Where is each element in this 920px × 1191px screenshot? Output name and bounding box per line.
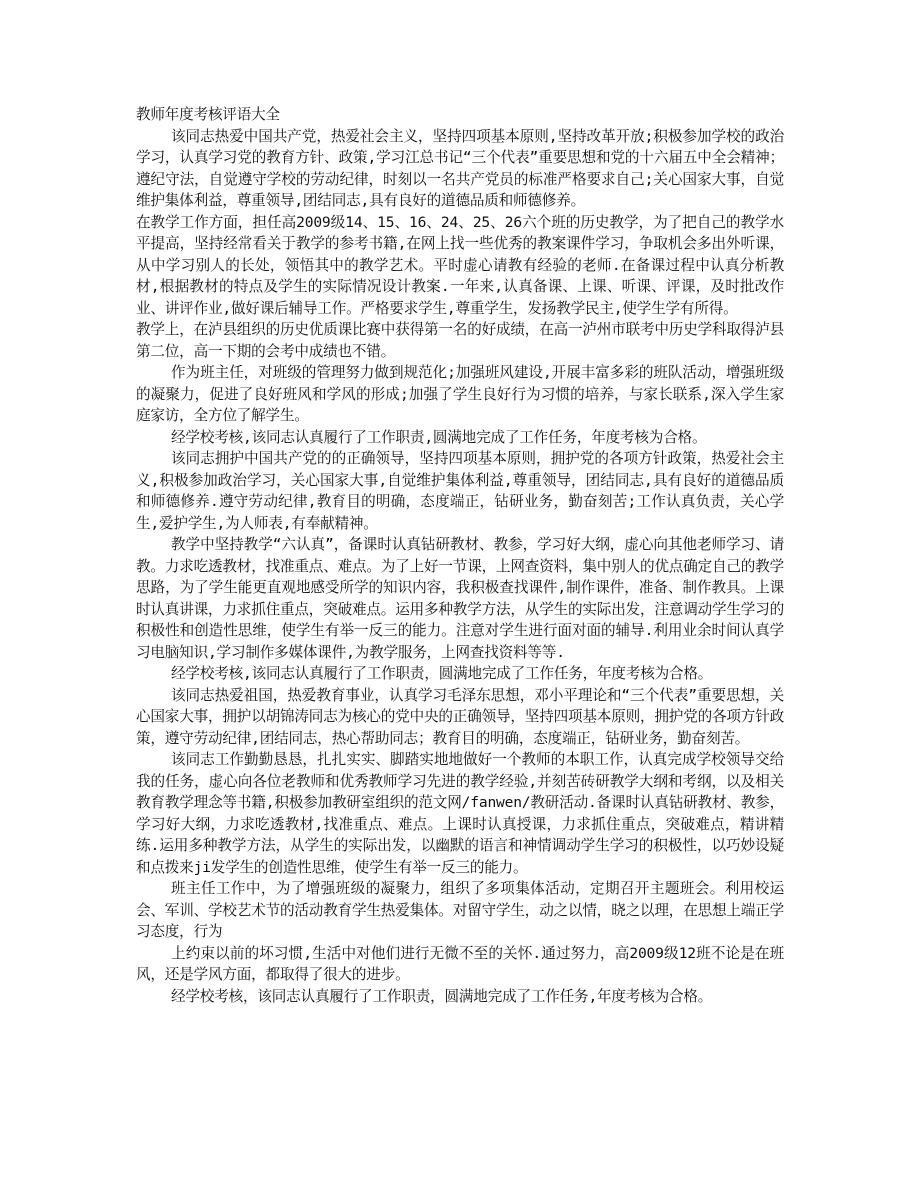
document-page	[136, 104, 784, 1007]
paragraph-patriotism: 该同志热爱祖国，热爱教育事业，认真学习毛泽东思想，邓小平理论和“三个代表”重要思想，关心国家大事，拥护以胡锦涛同志为核心的党中央的正确领导，坚持四项基本原则，拥护党的各项方针政策，遵守劳动纪律,团结同志，热心帮助同志；教育目的明确，态度端正，钻研业务，勤奋刻苦。	[136, 686, 784, 747]
paragraph-teaching-work: 在教学工作方面，担任高2009级14、15、16、24、25、26六个班的历史教学，为了把自己的教学水平提高，坚持经常看关于教学的参考书籍,在网上找一些优秀的教案课件学习，争取机会多出外听课，从中学习别人的长处，领悟其中的教学艺术。平时虚心请教有经验的老师.在备课过程中认真分析教材,根据教材的特点及学生的实际情况设计教案.一年来,认真备课、上课、听课、评课，及时批改作业、讲评作业,做好课后辅导工作。严格要求学生,尊重学生，发扬教学民主,使学生学有所得。	[136, 213, 784, 317]
paragraph-behavior-progress: 上约束以前的坏习惯,生活中对他们进行无微不至的关怀.通过努力，高2009级12班不论是在班风，还是学风方面，都取得了很大的进步。	[136, 944, 784, 983]
paragraph-assessment-result: 经学校考核,该同志认真履行了工作职责，圆满地完成了工作任务，年度考核为合格。	[171, 665, 713, 682]
paragraph-teaching-achievements: 教学上，在泸县组织的历史优质课比赛中获得第一名的好成绩，在高一泸州市联考中历史学科取得泸县第二位，高一下期的会考中成绩也不错。	[136, 321, 784, 360]
paragraph-assessment-result: 经学校考核，该同志认真履行了工作职责，圆满地完成了工作任务,年度考核为合格。	[171, 987, 713, 1005]
paragraph-class-activities: 班主任工作中，为了增强班级的凝聚力，组织了多项集体活动，定期召开主题班会。利用校运会、军训、学校艺术节的活动教育学生热爱集体。对留守学生，动之以情，晓之以理，在思想上端正学习态度，行为	[136, 880, 784, 940]
paragraph-assessment-result: 经学校考核,该同志认真履行了工作职责,圆满地完成了工作任务，年度考核为合格。	[171, 428, 707, 446]
paragraph-class-teacher: 作为班主任，对班级的管理努力做到规范化;加强班风建设,开展丰富多彩的班队活动，增强班级的凝聚力，促进了良好班风和学风的形成;加强了学生良好行为习惯的培养，与家长联系,深入学生家庭家访，全方位了解学生。	[136, 364, 784, 424]
document-title: 教师年度考核评语大全	[136, 106, 280, 123]
paragraph-party-support: 该同志拥护中国共产党的的正确领导，坚持四项基本原则，拥护党的各项方针政策，热爱社会主义,积极参加政治学习，关心国家大事,自觉维护集体利益,尊重领导，团结同志,具有良好的道德品质和师德修养.遵守劳动纪律,教育目的明确，态度端正，钻研业务，勤奋刻苦;工作认真负责，关心学生,爱护学生,为人师表,有奉献精神。	[136, 450, 784, 532]
paragraph-diligent-work: 该同志工作勤勤恳恳，扎扎实实、脚踏实地地做好一个教师的本职工作，认真完成学校领导交给我的任务，虚心向各位老教师和优秀教师学习先进的教学经验,并刻苦砖研教学大纲和考纲，以及相关教育教学理念等书籍,积极参加教研室组织的范文网/fanwen/教研活动.备课时认真钻研教材、教参，学习好大纲，力求吃透教材,找准重点、难点。上课时认真授课，力求抓住重点，突破难点，精讲精练.运用多种教学方法，从学生的实际出发，以幽默的语言和神情调动学生学习的积极性，以巧妙设疑和点拨来ji发学生的创造性思维，使学生有举一反三的能力。	[136, 751, 784, 876]
paragraph-political-stance: 该同志热爱中国共产党，热爱社会主义，坚持四项基本原则,坚持改革开放;积极参加学校的政治学习，认真学习党的教育方针、政策,学习江总书记“三个代表”重要思想和党的十六届五中全会精神；遵纪守法，自觉遵守学校的劳动纪律，时刻以一名共产党员的标准严格要求自己;关心国家大事，自觉维护集体利益，尊重领导,团结同志,具有良好的道德品质和师德修养。	[136, 127, 784, 209]
paragraph-six-diligence: 教学中坚持教学“六认真”，备课时认真钻研教材、教参，学习好大纲，虚心向其他老师学习、请教。力求吃透教材，找准重点、难点。为了上好一节课，上网查资料，集中别人的优点确定自己的教学思路，为了学生能更直观地感受所学的知识内容，我积极查找课件,制作课件，准备、制作教具。上课时认真讲课，力求抓住重点，突破难点。运用多种教学方法，从学生的实际出发，注意调动学生学习的积极性和创造性思维，使学生有举一反三的能力。注意对学生进行面对面的辅导.利用业余时间认真学习电脑知识,学习制作多媒体课件,为教学服务，上网查找资料等等.	[136, 536, 784, 661]
